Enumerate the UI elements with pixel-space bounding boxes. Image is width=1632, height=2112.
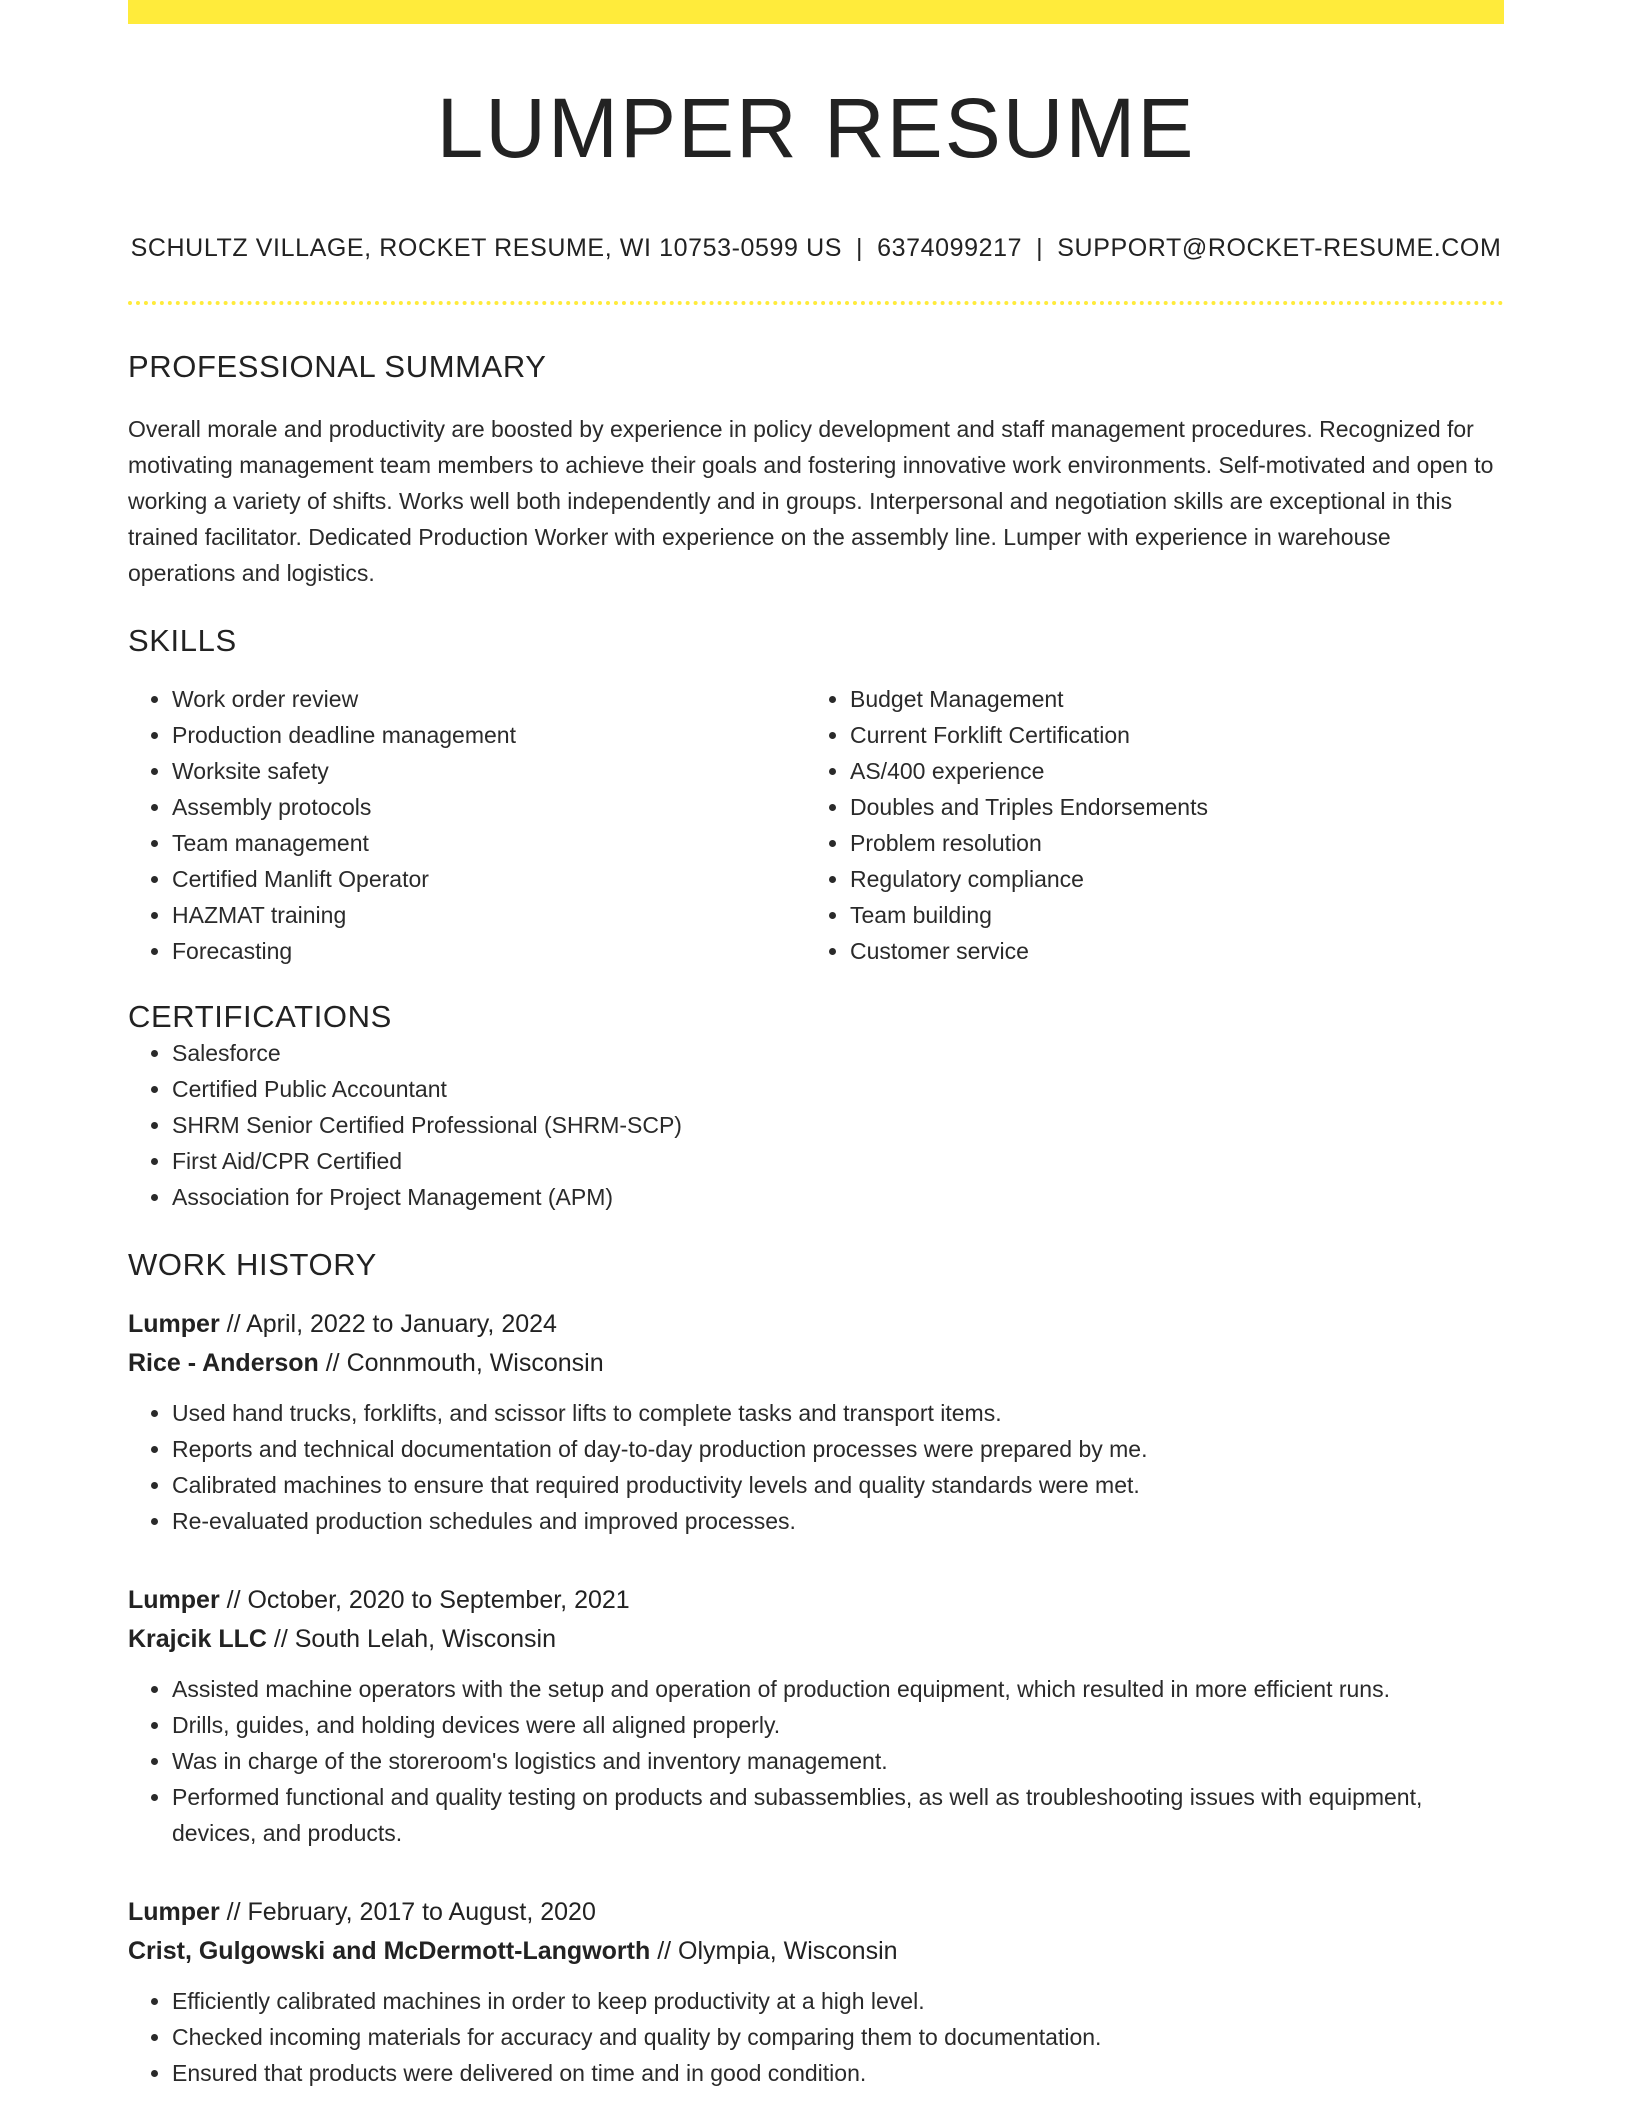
job-bullets <box>128 1983 1504 2091</box>
certification-item: • Association for Project Management (APM) <box>172 1179 1504 1215</box>
job-bullets <box>128 1671 1504 1851</box>
job-company: Krajcik LLC <box>128 1625 267 1653</box>
accent-top-bar <box>128 0 1504 24</box>
job-role: Lumper <box>128 1586 220 1614</box>
job-location: // Olympia, Wisconsin <box>650 1937 898 1965</box>
job-bullet: • Calibrated machines to ensure that required productivity levels and quality standards were met. <box>172 1467 1504 1503</box>
job-bullet: • Reports and technical documentation of day-to-day production processes were prepared by me. <box>172 1431 1504 1467</box>
contact-separator: | <box>856 234 864 262</box>
skill-item: • Doubles and Triples Endorsements <box>850 789 1484 825</box>
job-bullet: • Checked incoming materials for accuracy and quality by comparing them to documentation. <box>172 2019 1504 2055</box>
certifications-heading: CERTIFICATIONS <box>128 999 392 1034</box>
job-role: Lumper <box>128 1310 220 1338</box>
job-location: // South Lelah, Wisconsin <box>266 1625 556 1653</box>
skills-columns <box>128 681 1504 969</box>
job-entry <box>128 1893 1504 2091</box>
job-role-line <box>128 1305 1504 1344</box>
job-role-line <box>128 1581 1504 1620</box>
resume-name: LUMPER RESUME <box>436 81 1196 175</box>
skill-item: • Assembly protocols <box>172 789 806 825</box>
certifications-list <box>128 1035 1504 1215</box>
job-dates: // April, 2022 to January, 2024 <box>219 1310 557 1338</box>
job-bullet: • Efficiently calibrated machines in order to keep productivity at a high level. <box>172 1983 1504 2019</box>
skills-left-list <box>128 681 806 969</box>
skill-item: • Certified Manlift Operator <box>172 861 806 897</box>
skill-item: • Worksite safety <box>172 753 806 789</box>
job-company: Crist, Gulgowski and McDermott-Langworth <box>128 1937 651 1965</box>
job-bullet: • Ensured that products were delivered on time and in good condition. <box>172 2055 1504 2091</box>
summary-heading: PROFESSIONAL SUMMARY <box>128 349 547 384</box>
job-bullet: • Assisted machine operators with the setup and operation of production equipment, which resulted in more efficient runs. <box>172 1671 1504 1707</box>
summary-text: Overall morale and productivity are boosted by experience in policy development and staff management procedures. Recognized for motivating management team members to achieve their goals and fostering innovative work environments. Self-motivated and open to working a variety of shifts. Works well both independently and in groups. Interpersonal and negotiation skills are exceptional in this trained facilitator. Dedicated Production Worker with experience on the assembly line. Lumper with experience in warehouse operations and logistics. <box>128 416 1494 586</box>
certification-item: • First Aid/CPR Certified <box>172 1143 1504 1179</box>
job-bullet: • Re-evaluated production schedules and improved processes. <box>172 1503 1504 1539</box>
skill-item: • Current Forklift Certification <box>850 717 1484 753</box>
job-company: Rice - Anderson <box>128 1349 319 1377</box>
certification-item: • SHRM Senior Certified Professional (SHRM-SCP) <box>172 1107 1504 1143</box>
job-company-line <box>128 1932 1504 1971</box>
skill-item: • AS/400 experience <box>850 753 1484 789</box>
job-bullet: • Was in charge of the storeroom's logistics and inventory management. <box>172 1743 1504 1779</box>
job-role: Lumper <box>128 1898 220 1926</box>
skill-item: • Budget Management <box>850 681 1484 717</box>
job-dates: // October, 2020 to September, 2021 <box>219 1586 630 1614</box>
skill-item: • Work order review <box>172 681 806 717</box>
job-bullets <box>128 1395 1504 1539</box>
resume-page <box>128 0 1504 2091</box>
contact-separator: | <box>1036 234 1044 262</box>
certification-item: • Salesforce <box>172 1035 1504 1071</box>
dotted-divider <box>128 301 1504 305</box>
job-entry <box>128 1581 1504 1851</box>
certification-item: • Certified Public Accountant <box>172 1071 1504 1107</box>
skill-item: • Forecasting <box>172 933 806 969</box>
skill-item: • Team building <box>850 897 1484 933</box>
skill-item: • Regulatory compliance <box>850 861 1484 897</box>
job-entry <box>128 1305 1504 1539</box>
job-company-line <box>128 1620 1504 1659</box>
job-bullet: • Performed functional and quality testing on products and subassemblies, as well as troubleshooting issues with equipment, devices, and products. <box>172 1779 1504 1851</box>
skill-item: • Problem resolution <box>850 825 1484 861</box>
skills-right-list <box>806 681 1484 969</box>
job-location: // Connmouth, Wisconsin <box>318 1349 604 1377</box>
job-bullet: • Used hand trucks, forklifts, and scissor lifts to complete tasks and transport items. <box>172 1395 1504 1431</box>
job-dates: // February, 2017 to August, 2020 <box>219 1898 596 1926</box>
contact-address: SCHULTZ VILLAGE, ROCKET RESUME, WI 10753-0599 US <box>130 234 843 262</box>
work-history-heading: WORK HISTORY <box>128 1247 377 1282</box>
contact-email: SUPPORT@ROCKET-RESUME.COM <box>1057 234 1502 262</box>
skills-heading: SKILLS <box>128 623 237 658</box>
skill-item: • HAZMAT training <box>172 897 806 933</box>
skill-item: • Customer service <box>850 933 1484 969</box>
contact-phone: 6374099217 <box>877 234 1023 262</box>
job-role-line <box>128 1893 1504 1932</box>
job-bullet: • Drills, guides, and holding devices were all aligned properly. <box>172 1707 1504 1743</box>
skill-item: • Team management <box>172 825 806 861</box>
job-company-line <box>128 1344 1504 1383</box>
contact-line <box>128 234 1504 263</box>
skill-item: • Production deadline management <box>172 717 806 753</box>
